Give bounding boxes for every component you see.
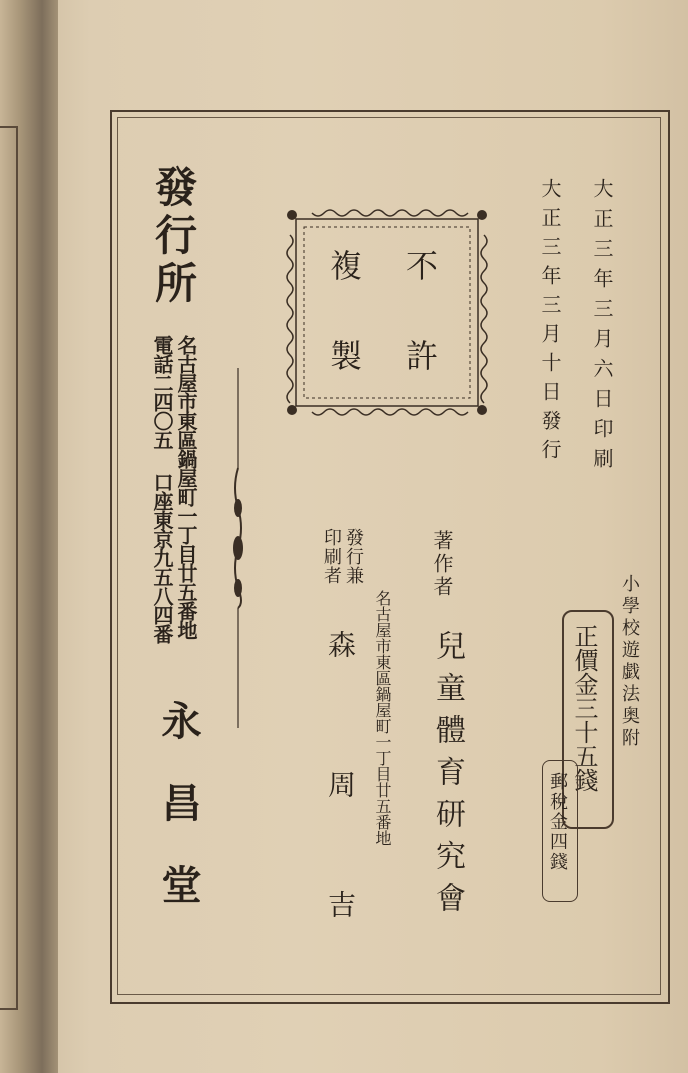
publisher-label: 發行所 [149, 165, 198, 309]
author-name: 兒童體育研究會 [430, 630, 465, 924]
price-text: 正價金三十五錢 [570, 624, 598, 792]
publisher-address: 名古屋市東區鍋屋町一丁目廿五番地 [174, 335, 198, 639]
stamp-char-4: 製 [330, 337, 363, 375]
publisher-printer-name-2: 周 [324, 770, 357, 798]
postage-text: 郵稅金四錢 [547, 772, 568, 872]
publisher-printer-label-2: 印刷者 [321, 528, 342, 585]
author-label: 著作者 [430, 530, 454, 599]
stamp-char-3: 複 [330, 247, 363, 285]
stamp-char-2: 許 [406, 337, 439, 375]
previous-page-frame [0, 126, 18, 1010]
ornamental-divider [228, 368, 248, 728]
book-colophon-note: 小學校遊戯法奥附 [619, 574, 640, 750]
publisher-name: 永昌堂 [155, 700, 202, 946]
print-date: 大正三年三月六日印刷 [590, 178, 614, 478]
publisher-printer-name-1: 森 [324, 630, 357, 658]
publisher-printer-label-1: 發行兼 [343, 528, 364, 585]
publisher-printer-name-3: 吉 [324, 890, 357, 918]
publisher-phone: 電話二四〇五 口座東京九五八四番 [150, 335, 174, 643]
stamp-char-1: 不 [406, 247, 439, 285]
issue-date: 大正三年三月十日發行 [538, 178, 562, 468]
reproduction-prohibited-stamp-border [282, 205, 492, 420]
publisher-printer-address: 名古屋市東區鍋屋町一丁目廿五番地 [373, 590, 392, 846]
